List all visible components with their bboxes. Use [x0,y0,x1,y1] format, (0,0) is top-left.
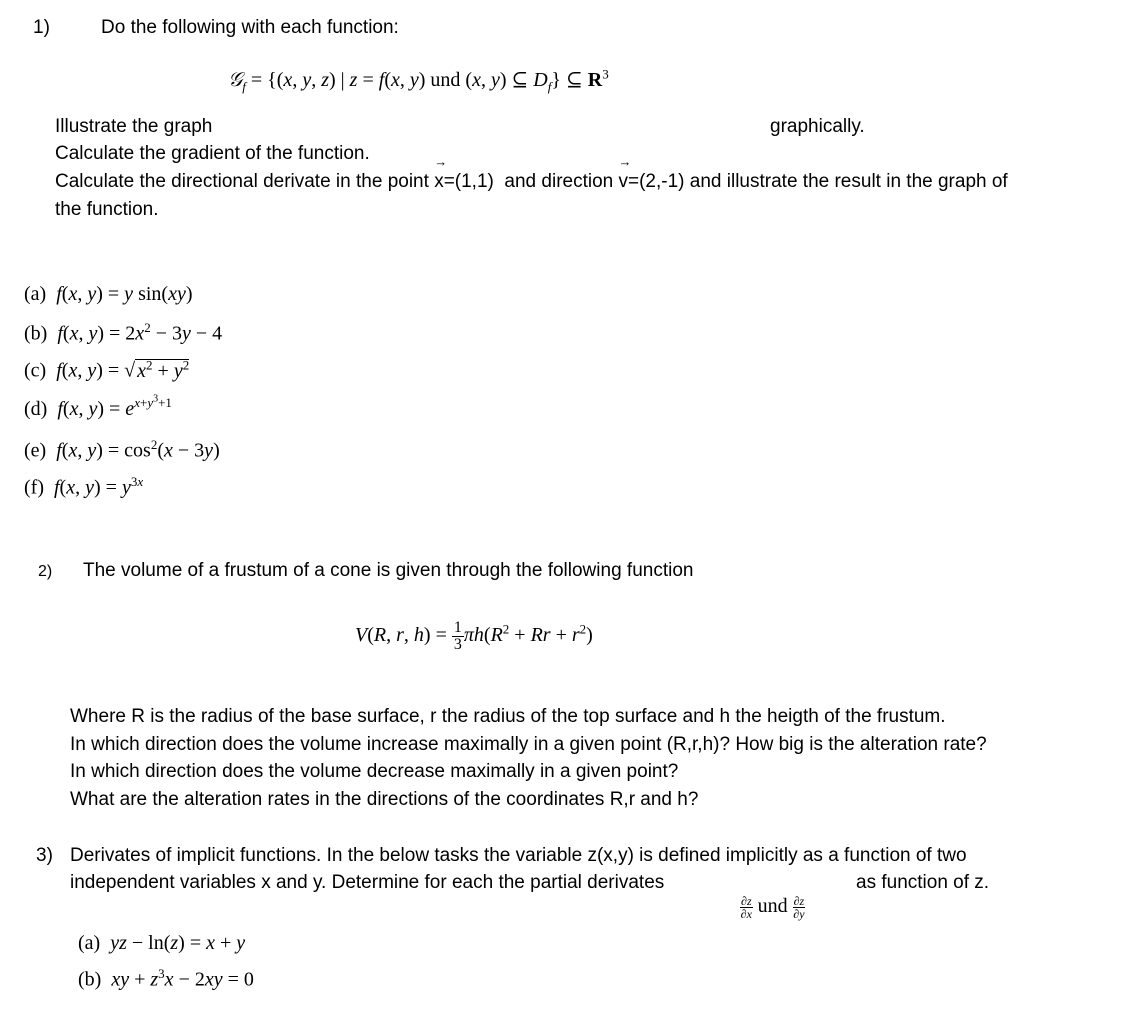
q1-line3-c: and illustrate the result in the graph of [689,171,1008,192]
q1-line1: Illustrate the graph [55,116,213,137]
q3-item-a: (a) yz − ln(z) = x + y [78,932,246,954]
q1-line2: Calculate the gradient of the function. [55,143,370,164]
q3-line2: independent variables x and y. Determine for each the partial derivates [70,872,665,893]
q1-line4: the function. [55,199,159,220]
q3-item-b: (b) xy + $z^3x - 2xy = 0$ [78,966,254,991]
q2-line1: Where R is the radius of the base surface, r the radius of the top surface and h the heigth of the frustum. [70,706,946,727]
q1-item-b: (b) f(x, $y) = 2x^2 - 3y - 4$ [24,320,223,345]
q2-line2: In which direction does the volume increase maximally in a given point (R,r,h)? How big is the alteration rate? [70,734,987,755]
point-value: =(1,1) [443,171,494,192]
q1-line1-right: graphically. [770,116,865,137]
q3-line2-right: as function of z. [856,872,990,893]
q3-line1: Derivates of implicit functions. In the below tasks the variable z(x,y) is defined implicitly as a function of two [70,845,967,866]
q3-partials: $\frac{\partial z}{\partial x}$ und $\frac{\partial z}{\partial y}$ [740,894,805,921]
q1-line3 [55,168,1008,195]
q1-item-d: (d) f(x, $y) = e^{x+y^3+1}$ [24,394,172,420]
direction-value: =(2,-1) [628,171,685,192]
q2-line4: What are the alteration rates in the directions of the coordinates R,r and h? [70,789,699,810]
q1-item-a: (a) f(x, y) = y sin(xy) [24,283,193,305]
q1-item-c: (c) f(x, y) = √ $x^2 + y^2$ [24,357,190,382]
q3-number: 3) [36,845,53,866]
q2-number: 2) [38,563,53,580]
q1-graph-formula [228,66,609,95]
q1-number: 1) [33,17,50,38]
point-vector: → x [434,168,444,195]
q2-volume-formula: V(R, r, h) = $\frac{1}{3}$ $\pi h(R^2 + Rr + r^2)$ [355,619,593,653]
direction-vector: → v [619,168,629,195]
q2-heading: The volume of a frustum of a cone is given through the following function [83,560,694,581]
q1-item-e: (e) f(x, $y) = \cos^2(x - 3y)$ [24,437,220,462]
q1-formula-text: 𝒢$_f$ = {(x, y, z) | z = f(x, y) und (x, y) ⊆ $D_f$} ⊆ $R^3$ [228,66,609,94]
q1-line3-b: and direction [504,171,614,192]
q1-item-f: (f) f(x, $y) = y^{3x}$ [24,474,144,499]
q1-line3-a: Calculate the directional derivate in the point [55,171,429,192]
q1-heading: Do the following with each function: [101,17,399,38]
q2-line3: In which direction does the volume decrease maximally in a given point? [70,761,679,782]
